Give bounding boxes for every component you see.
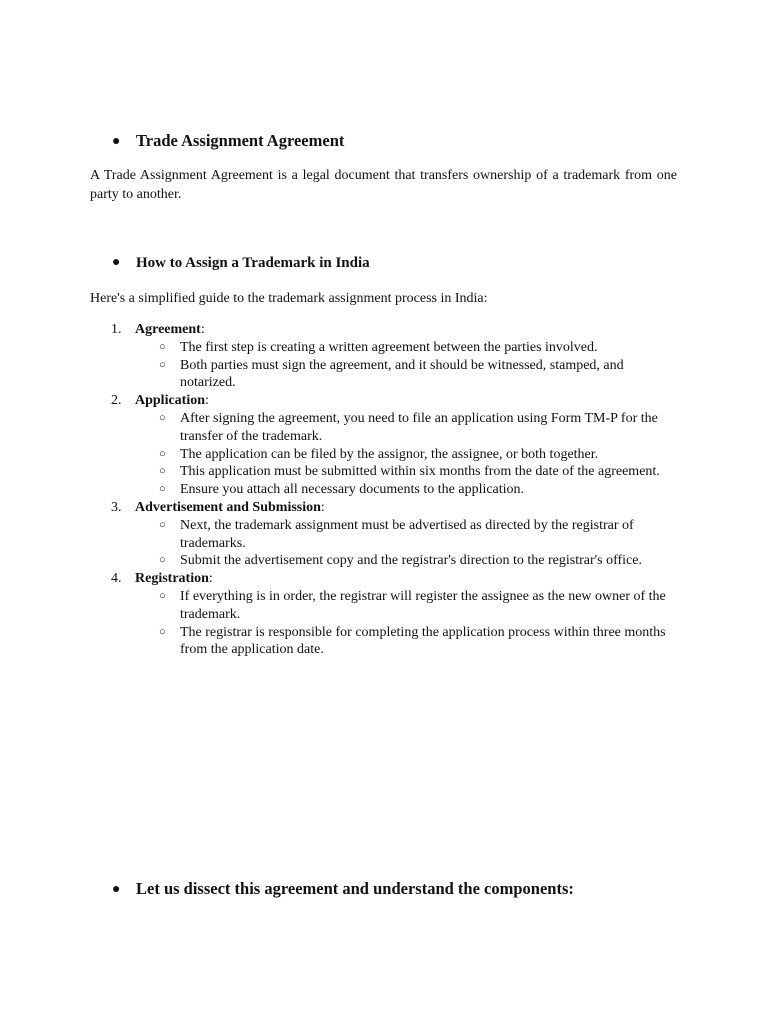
sub-list-item — [135, 357, 680, 393]
sub-item-text: The first step is creating a written agreement between the parties involved. — [180, 339, 598, 355]
heading-text: Trade Assignment Agreement — [136, 131, 345, 150]
hollow-bullet-icon: ○ — [159, 625, 166, 638]
sub-list-item — [135, 463, 680, 481]
hollow-bullet-icon: ○ — [159, 589, 166, 602]
step-title: Agreement — [135, 322, 201, 337]
step-item — [90, 499, 680, 570]
hollow-bullet-icon: ○ — [159, 518, 166, 531]
sub-item-text: Both parties must sign the agreement, and it should be witnessed, stamped, and notarized. — [180, 357, 624, 391]
step-number: 3. — [111, 499, 122, 515]
heading-text: How to Assign a Trademark in India — [136, 255, 370, 271]
step-number: 4. — [111, 571, 122, 587]
section-heading-dissect — [112, 879, 574, 899]
bullet-icon: ● — [112, 255, 121, 270]
hollow-bullet-icon: ○ — [159, 465, 166, 478]
guide-intro-paragraph: Here's a simplified guide to the trademark assignment process in India: — [90, 291, 488, 306]
step-title-suffix: : — [208, 571, 213, 587]
step-title-suffix: : — [320, 499, 325, 515]
sub-item-text: If everything is in order, the registrar will register the assignee as the new owner of the trademark. — [180, 588, 666, 622]
step-title: Registration — [135, 571, 209, 587]
sub-list-item — [135, 410, 680, 446]
sub-item-text: After signing the agreement, you need to file an application using Form TM-P for the transfer of the trademark. — [180, 410, 658, 444]
sub-item-text: Next, the trademark assignment must be advertised as directed by the registrar of trademarks. — [180, 517, 634, 551]
sub-item-text: The application can be filed by the assignor, the assignee, or both together. — [180, 446, 599, 462]
hollow-bullet-icon: ○ — [159, 447, 166, 460]
step-item — [90, 321, 680, 392]
step-title: Application — [135, 393, 206, 409]
sub-item-list — [135, 339, 680, 392]
hollow-bullet-icon: ○ — [159, 340, 166, 353]
intro-paragraph: A Trade Assignment Agreement is a legal document that transfers ownership of a trademark from one party to another. — [90, 168, 677, 202]
step-title: Advertisement and Submission — [135, 499, 321, 515]
section-heading-trade-assignment — [112, 131, 344, 151]
sub-list-item — [135, 517, 680, 553]
heading-text: Let us dissect this agreement and understand the components: — [136, 879, 574, 898]
step-title-suffix: : — [200, 322, 205, 337]
step-item — [90, 570, 680, 659]
sub-item-text: This application must be submitted within six months from the date of the agreement. — [180, 464, 660, 480]
sub-item-list — [135, 517, 680, 570]
step-title-suffix: : — [205, 393, 209, 409]
sub-list-item — [135, 339, 680, 357]
sub-list-item — [135, 588, 680, 624]
hollow-bullet-icon: ○ — [159, 483, 166, 496]
sub-item-text: Submit the advertisement copy and the registrar's direction to the registrar's office. — [180, 553, 642, 569]
sub-item-list — [135, 410, 680, 499]
sub-item-text: The registrar is responsible for completing the application process within three months from the application date. — [180, 624, 666, 658]
hollow-bullet-icon: ○ — [159, 411, 166, 424]
sub-list-item — [135, 446, 680, 464]
numbered-steps-list — [90, 321, 680, 659]
sub-item-text: Ensure you attach all necessary documents to the application. — [180, 482, 525, 498]
step-number: 1. — [111, 322, 122, 337]
sub-list-item — [135, 624, 680, 660]
sub-list-item — [135, 552, 680, 570]
hollow-bullet-icon: ○ — [159, 358, 166, 371]
step-item — [90, 392, 680, 499]
bullet-icon: ● — [112, 134, 121, 149]
section-heading-how-to-assign — [112, 255, 370, 272]
sub-item-list — [135, 588, 680, 659]
sub-list-item — [135, 481, 680, 499]
hollow-bullet-icon: ○ — [159, 554, 166, 567]
step-number: 2. — [111, 393, 122, 409]
bullet-icon: ● — [112, 882, 121, 897]
